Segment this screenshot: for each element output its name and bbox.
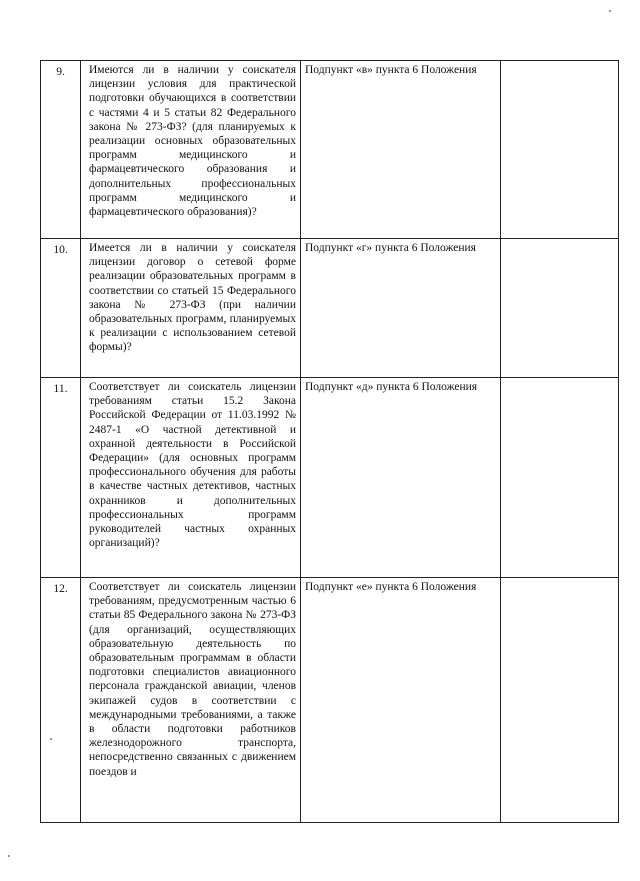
answer-cell [501, 578, 619, 823]
row-number: 9. [41, 61, 81, 239]
requirement-question: Имеются ли в наличии у соискателя лицензии условия для практической подготовки обучающихся в соответствии с частями 4 и 5 статьи 82 Федерального закона № 273-ФЗ? (для планируемых к реализации основных образовательных программ медицинского и фармацевтического образования и дополнительных профессиональных программ медицинского и фармацевтического образования)? [81, 61, 301, 239]
answer-cell [501, 378, 619, 578]
answer-cell [501, 61, 619, 239]
scan-speck [8, 855, 10, 857]
requirement-question: Соответствует ли соискатель лицензии требованиям статьи 15.2 Закона Российской Федерации от 11.03.1992 № 2487-1 «О частной детективной и охранной деятельности в Российской Федерации» (для основных программ профессионального обучения для работы в качестве частных детективов, частных охранников и дополнительных профессиональных программ руководителей частных охранных организаций)? [81, 378, 301, 578]
scan-speck [609, 10, 611, 12]
table-row [41, 239, 619, 378]
table-row [41, 61, 619, 239]
table-row [41, 378, 619, 578]
answer-cell [501, 239, 619, 378]
legal-reference: Подпункт «в» пункта 6 Положения [301, 61, 501, 239]
table-row [41, 578, 619, 823]
legal-reference: Подпункт «е» пункта 6 Положения [301, 578, 501, 823]
legal-reference: Подпункт «г» пункта 6 Положения [301, 239, 501, 378]
requirements-table [40, 60, 619, 823]
legal-reference: Подпункт «д» пункта 6 Положения [301, 378, 501, 578]
row-number: 12. [41, 578, 81, 823]
row-number: 10. [41, 239, 81, 378]
requirement-question: Имеется ли в наличии у соискателя лицензии договор о сетевой форме реализации образовательных программ в соответствии со статьей 15 Федерального закона № 273-ФЗ (при наличии образовательных программ, планируемых к реализации с использованием сетевой формы)? [81, 239, 301, 378]
row-number: 11. [41, 378, 81, 578]
scan-speck [50, 738, 52, 740]
requirement-question: Соответствует ли соискатель лицензии требованиям, предусмотренным частью 6 статьи 85 Федерального закона № 273-ФЗ (для организаций, осуществляющих образовательную деятельность по образовательным программам в области подготовки специалистов авиационного персонала гражданской авиации, членов экипажей судов в соответствии с международными требованиями, а также в области подготовки работников железнодорожного транспорта, непосредственно связанных с движением поездов и [81, 578, 301, 823]
